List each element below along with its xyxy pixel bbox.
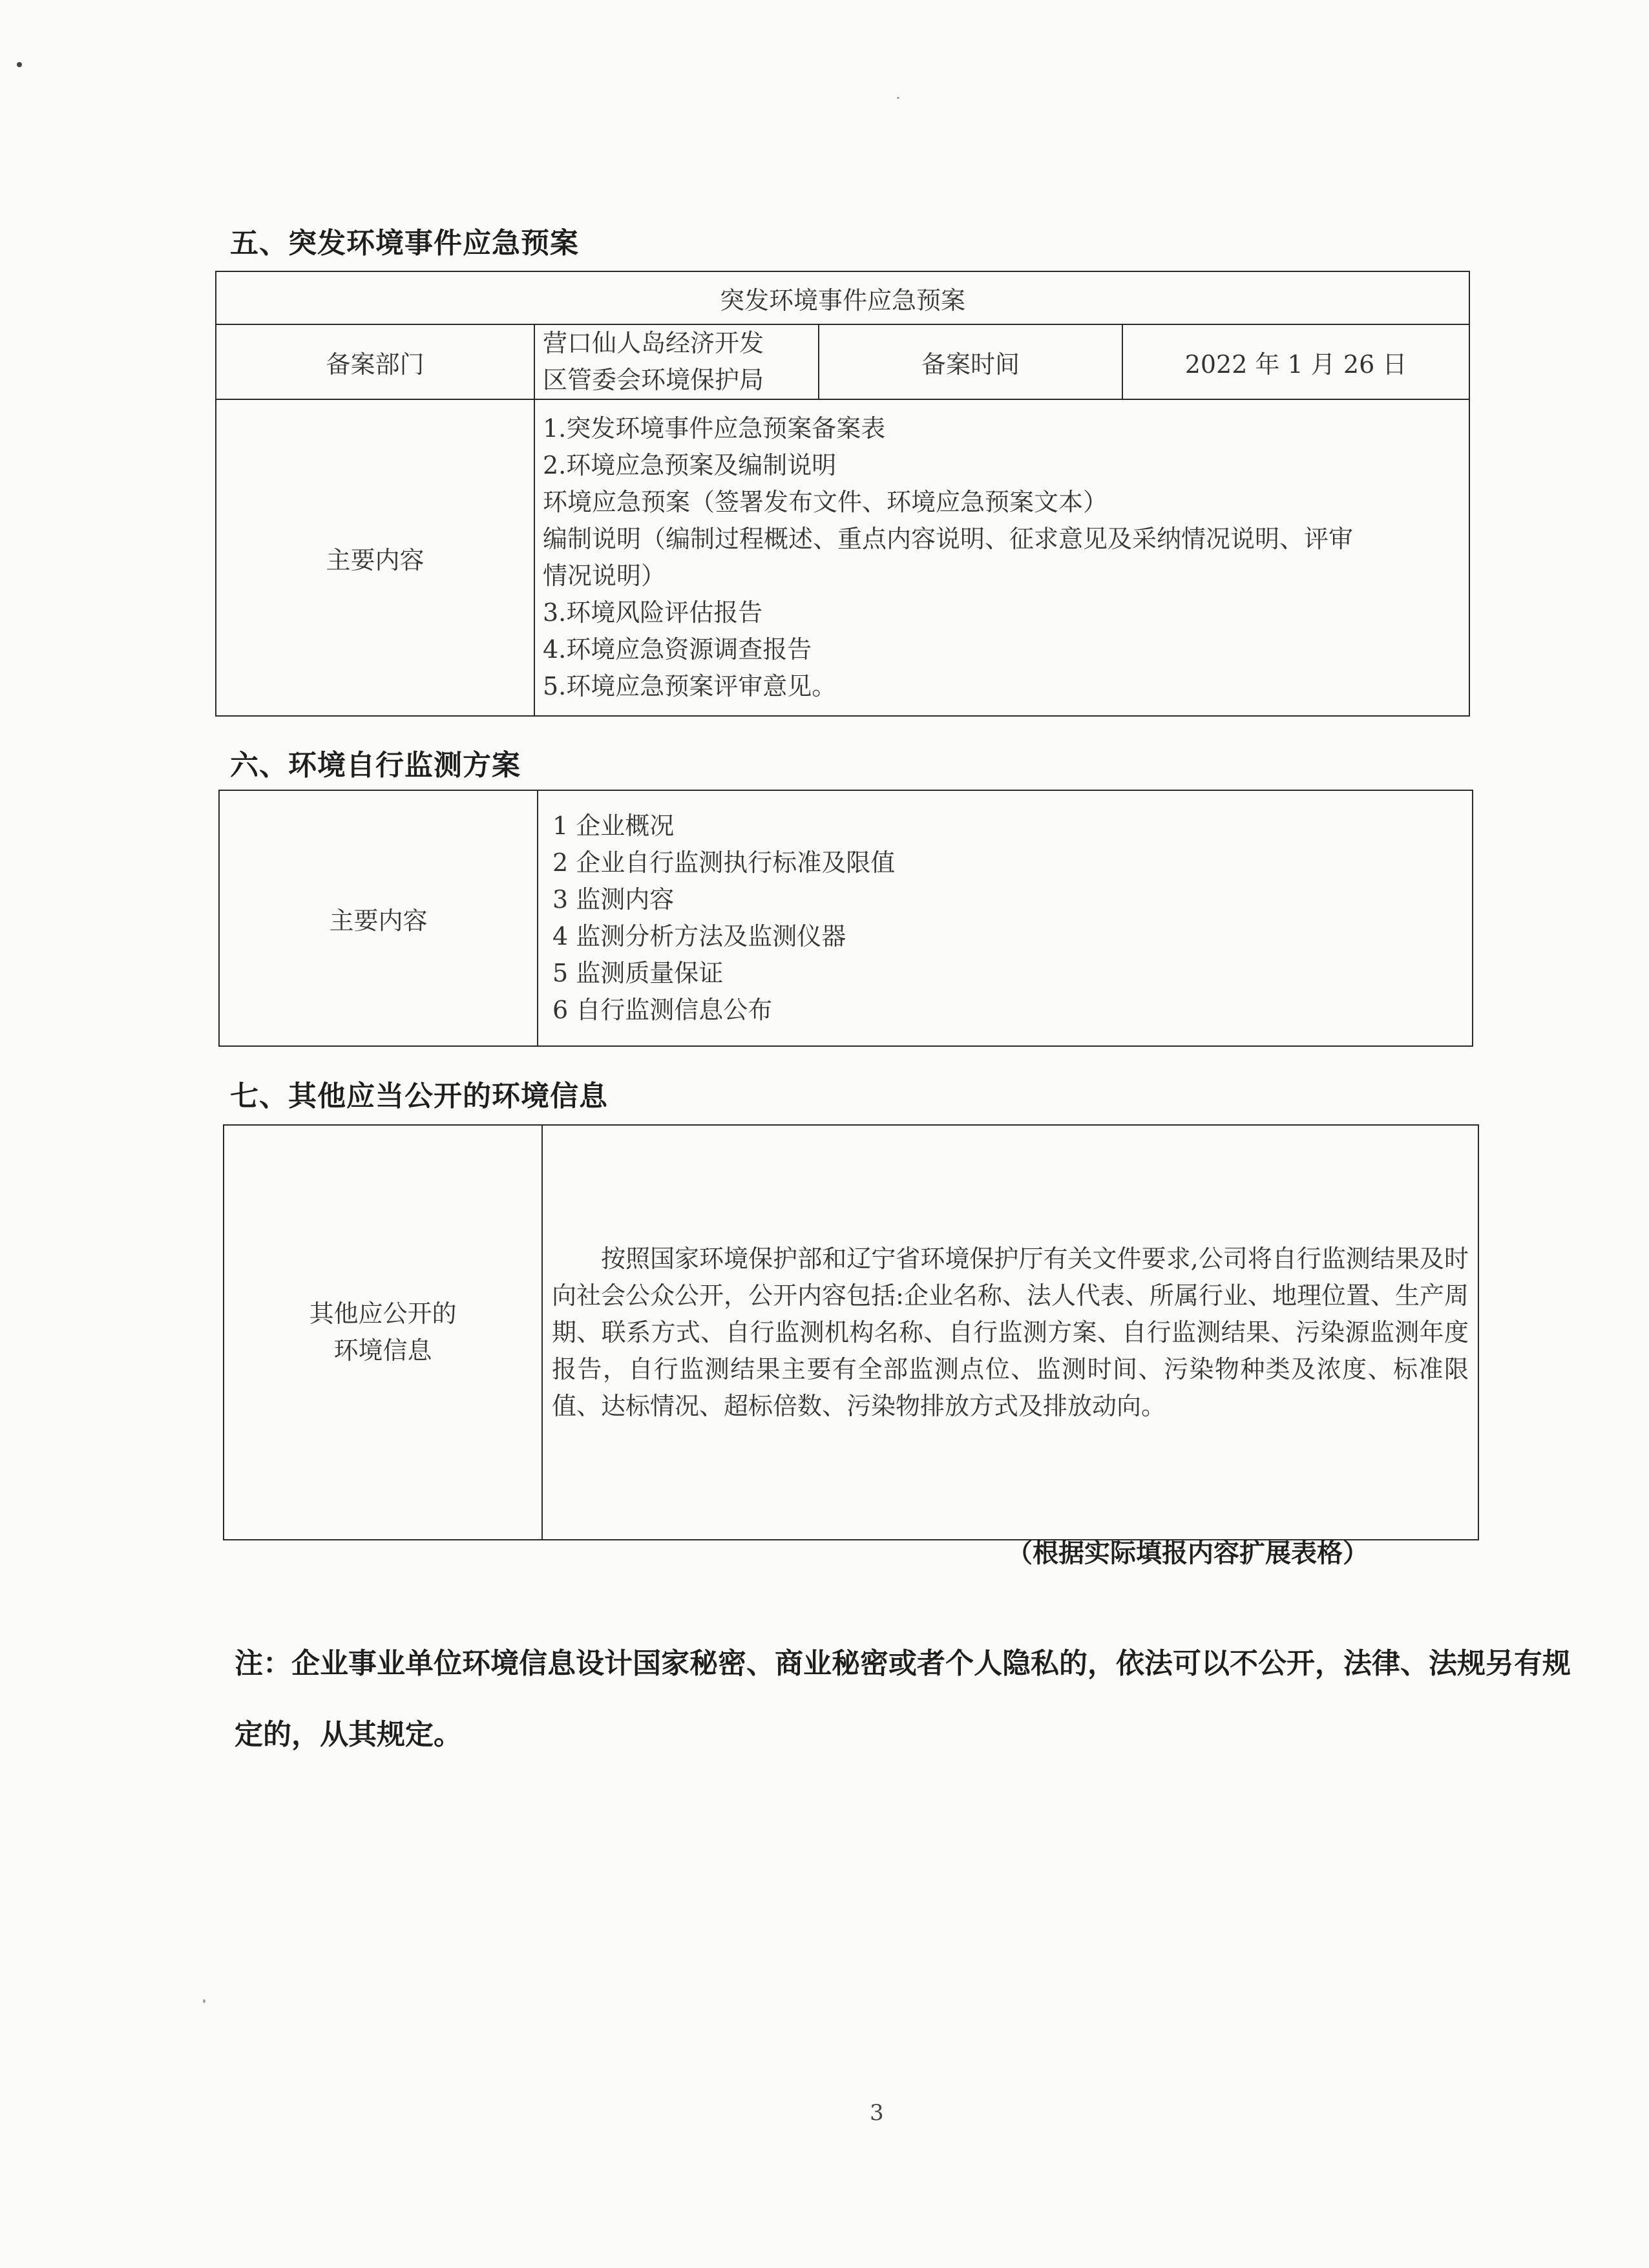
section5-heading: 五、突发环境事件应急预案 bbox=[230, 227, 579, 260]
scan-speck bbox=[897, 97, 899, 99]
section5-content-label: 主要内容 bbox=[216, 399, 534, 716]
list-item: 6 自行监测信息公布 bbox=[552, 996, 773, 1024]
section6-heading: 六、环境自行监测方案 bbox=[230, 749, 521, 782]
section6-table bbox=[218, 790, 1473, 1047]
section5-table-title: 突发环境事件应急预案 bbox=[216, 271, 1469, 324]
list-item: 2.环境应急预案及编制说明 bbox=[543, 451, 837, 479]
section5-content-list bbox=[534, 399, 1469, 716]
list-item: 3.环境风险评估报告 bbox=[543, 598, 763, 627]
section6-content-label: 主要内容 bbox=[219, 790, 538, 1046]
list-item: 编制说明（编制过程概述、重点内容说明、征求意见及采纳情况说明、评审 bbox=[543, 525, 1354, 553]
list-item: 5.环境应急预案评审意见。 bbox=[543, 672, 837, 700]
scan-speck bbox=[17, 62, 22, 67]
list-item: 5 监测质量保证 bbox=[552, 959, 724, 987]
section5-table bbox=[215, 271, 1470, 717]
section7-table bbox=[223, 1124, 1479, 1540]
footnote: 注：企业事业单位环境信息设计国家秘密、商业秘密或者个人隐私的，依法可以不公开，法律、法规另有规定的，从其规定。 bbox=[235, 1647, 1571, 1751]
list-item: 4.环境应急资源调查报告 bbox=[543, 635, 812, 664]
section6-content-list bbox=[538, 790, 1473, 1046]
scan-speck bbox=[203, 1999, 205, 2003]
filing-time-value: 2022 年 1 月 26 日 bbox=[1122, 324, 1469, 399]
list-item: 环境应急预案（签署发布文件、环境应急预案文本） bbox=[543, 488, 1108, 516]
section7-heading: 七、其他应当公开的环境信息 bbox=[230, 1080, 608, 1113]
list-item: 2 企业自行监测执行标准及限值 bbox=[552, 848, 896, 877]
expand-table-note: （根据实际填报内容扩展表格） bbox=[1007, 1538, 1369, 1568]
list-item: 1.突发环境事件应急预案备案表 bbox=[543, 414, 886, 443]
page-number: 3 bbox=[870, 2100, 884, 2126]
other-info-paragraph: 按照国家环境保护部和辽宁省环境保护厅有关文件要求,公司将自行监测结果及时向社会公众公开，公开内容包括:企业名称、法人代表、所属行业、地理位置、生产周期、联系方式、自行监测机构名称、自行监测方案、自行监测结果、污染源监测年度报告，自行监测结果主要有全部监测点位、监测时间、污染物种类及浓度、标准限值、达标情况、超标倍数、污染物排放方式及排放动向。 bbox=[542, 1125, 1478, 1540]
filing-dept-value: 营口仙人岛经济开发 区管委会环境保护局 bbox=[534, 324, 819, 399]
other-info-label: 其他应公开的 环境信息 bbox=[224, 1125, 542, 1540]
list-item: 情况说明） bbox=[543, 562, 666, 590]
list-item: 1 企业概况 bbox=[552, 812, 675, 840]
list-item: 3 监测内容 bbox=[552, 885, 675, 914]
filing-dept-label: 备案部门 bbox=[216, 324, 534, 399]
filing-time-label: 备案时间 bbox=[819, 324, 1122, 399]
list-item: 4 监测分析方法及监测仪器 bbox=[552, 922, 846, 950]
